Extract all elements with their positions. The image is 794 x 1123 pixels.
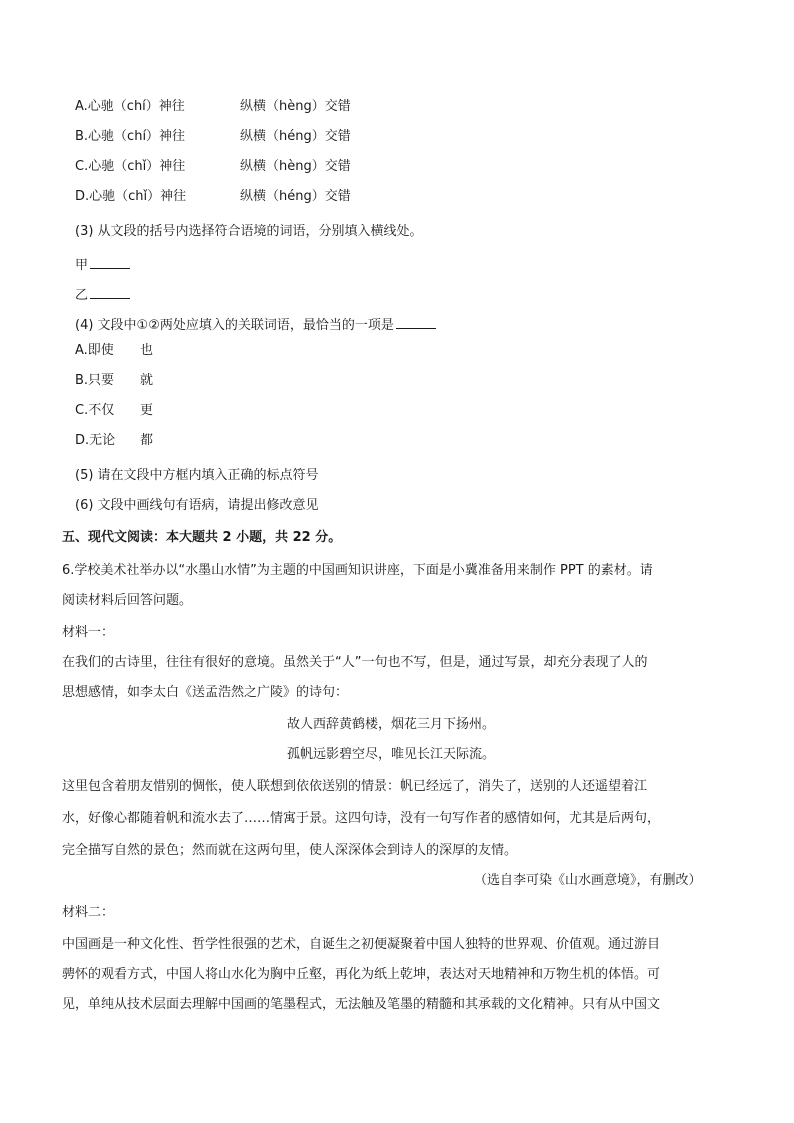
q2-option-a-right: 纵横（hèng）交错	[240, 99, 351, 114]
poem-line-1: 故人西辞黄鹤楼，烟花三月下扬州。	[287, 717, 496, 732]
q3-jia-label: 甲	[75, 258, 89, 273]
q2-option-d-left: D.心驰（chǐ）神往	[75, 189, 187, 204]
q4-option-d-word: 都	[140, 433, 154, 448]
q6-intro-line-1: 6.学校美术社举办以“水墨山水情”为主题的中国画知识讲座，下面是小冀准备用来制作 PPT 的素材。请	[62, 563, 653, 578]
material1-line-3: 这里包含着朋友惜别的惆怅，使人联想到依依送别的情景：帆已经远了，消失了，送别的人还遥望着江	[62, 779, 648, 794]
q3-yi-label: 乙	[75, 288, 89, 303]
q2-option-b-right: 纵横（héng）交错	[240, 129, 351, 144]
q4-text-label: (4) 文段中①②两处应填入的关联词语，最恰当的一项是	[75, 318, 394, 333]
q4-option-d: D.无论	[75, 433, 116, 448]
material2-line-3: 见，单纯从技术层面去理解中国画的笔墨程式，无法触及笔墨的精髓和其承载的文化精神。只有从中国文	[62, 997, 661, 1012]
material1-source: （选自李可染《山水画意境》，有删改）	[474, 873, 702, 888]
q4-option-a: A.即使	[75, 343, 114, 358]
q2-option-c-left: C.心驰（chǐ）神往	[75, 159, 186, 174]
q3-jia-blank[interactable]	[90, 256, 130, 269]
q4-option-b-word: 就	[140, 373, 154, 388]
material1-line-4: 水，好像心都随着帆和流水去了……情寓于景。这四句诗，没有一句写作者的感情如何，尤其是后两句，	[62, 811, 661, 826]
material1-line-1: 在我们的古诗里，往往有很好的意境。虽然关于“人”一句也不写，但是，通过写景，却充分表现了人的	[62, 655, 648, 670]
q2-option-a-left: A.心驰（chí）神往	[75, 99, 185, 114]
q6-text: (6) 文段中画线句有语病，请提出修改意见	[75, 498, 319, 513]
q4-option-b: B.只要	[75, 373, 115, 388]
q4-option-c: C.不仅	[75, 403, 115, 418]
material2-label: 材料二：	[62, 905, 115, 920]
q4-text	[75, 316, 436, 335]
material1-line-2: 思想感情，如李太白《送孟浩然之广陵》的诗句：	[62, 685, 349, 700]
q3-jia	[75, 256, 130, 275]
q3-yi-blank[interactable]	[90, 286, 130, 299]
q2-option-b-left: B.心驰（chí）神往	[75, 129, 186, 144]
q6-intro-line-2: 阅读材料后回答问题。	[62, 593, 193, 608]
q4-option-a-word: 也	[140, 343, 154, 358]
material2-line-2: 骋怀的观看方式，中国人将山水化为胸中丘壑，再化为纸上乾坤，表达对天地精神和万物生机的体悟。可	[62, 967, 661, 982]
q4-blank[interactable]	[396, 316, 436, 329]
q2-option-d-right: 纵横（héng）交错	[240, 189, 351, 204]
q5-text: (5) 请在文段中方框内填入正确的标点符号	[75, 468, 319, 483]
section5-heading: 五、现代文阅读：本大题共 2 小题，共 22 分。	[62, 530, 342, 545]
poem-line-2: 孤帆远影碧空尽，唯见长江天际流。	[287, 747, 496, 762]
material1-label: 材料一：	[62, 625, 115, 640]
q3-text: (3) 从文段的括号内选择符合语境的词语，分别填入横线处。	[75, 224, 423, 239]
material1-line-5: 完全描写自然的景色；然而就在这两句里，使人深深体会到诗人的深厚的友情。	[62, 843, 518, 858]
q3-yi	[75, 286, 130, 305]
q2-option-c-right: 纵横（hèng）交错	[240, 159, 351, 174]
material2-line-1: 中国画是一种文化性、哲学性很强的艺术，自诞生之初便凝聚着中国人独特的世界观、价值观。通过游目	[62, 937, 661, 952]
q4-option-c-word: 更	[140, 403, 154, 418]
